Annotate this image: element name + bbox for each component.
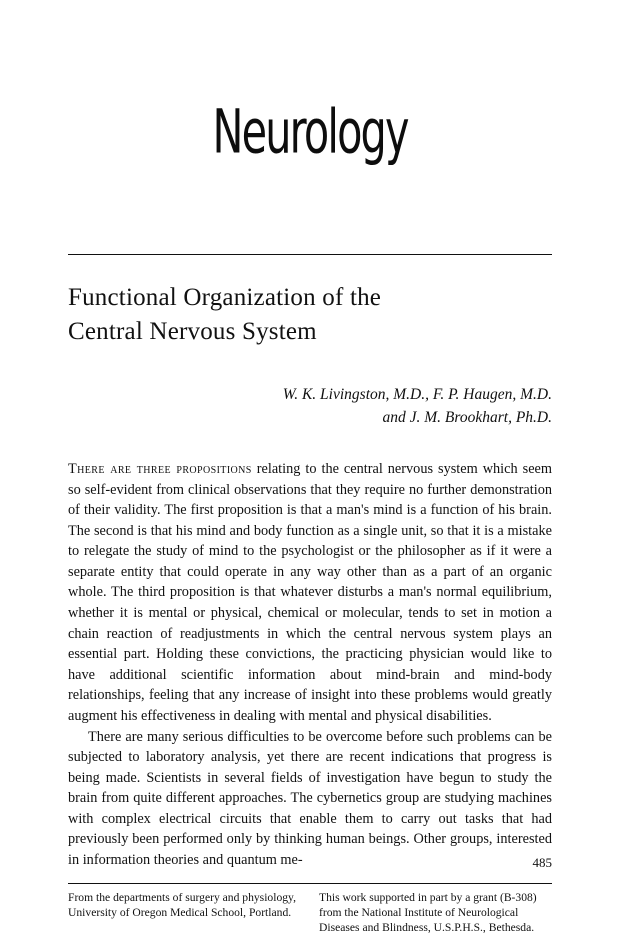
author-line-2: and J. M. Brookhart, Ph.D. <box>382 408 552 426</box>
paragraph-1-text: relating to the central nervous system which seem so self-evident from clinical observations that they require no further demonstration of their validity. The first proposition is that a man's mind is a function of his brain. The second is that his mind and body function as a single unit, so that it is a mistake to relegate the study of mind to the psychologist or the philosopher as if it were a separate entity that could operate in any way other than as a part of an organic whole. The third proposition is that whatever disturbs a man's normal equilibrium, whether it is mental or physical, chemical or molecular, tends to set in motion a chain reaction of readjustments in which the central nervous system plays an essential part. Holding these convictions, the practicing physician would like to have additional scientific information about mind-brain and mind-body relationships, feeling that any increase of insight into these problems would greatly augment his effectiveness in dealing with mental and physical disabilities. <box>68 461 553 724</box>
paragraph-2 <box>68 727 552 871</box>
author-line-1: W. K. Livingston, M.D., F. P. Haugen, M.D. <box>282 385 552 403</box>
author-byline <box>68 383 552 430</box>
journal-masthead <box>68 0 552 192</box>
footnote-affiliation: From the departments of surgery and physiology, University of Oregon Medical School, Portland. <box>68 890 296 919</box>
footnote-divider <box>68 883 552 884</box>
footnote-block <box>68 890 552 936</box>
paragraph-lead-in: There are three propositions <box>68 461 252 477</box>
journal-title: Neurology <box>212 96 408 168</box>
article-title-line-2: Central Nervous System <box>68 317 317 345</box>
page-title <box>68 281 552 349</box>
paragraph-2-text: There are many serious difficulties to be overcome before such problems can be subjected to laboratory analysis, yet there are recent indications that progress is being made. Scientists in several fields of investigation have begun to study the brain from quite different approaches. The cybernetics group are studying machines with complex electrical circuits that enable them to carry out tasks that had previously been performed only by thinking human beings. Other groups, interested in information theories and quantum me- <box>68 728 552 868</box>
masthead-divider <box>68 254 552 255</box>
page-number: 485 <box>532 855 552 870</box>
article-body <box>68 459 552 871</box>
paragraph-1 <box>68 459 552 727</box>
footnote-funding: This work supported in part by a grant (B-308) from the National Institute of Neurological Diseases and Blindness, U.S.P.H.S., Bethesda. <box>319 890 537 935</box>
article-title-line-1: Functional Organization of the <box>68 284 382 311</box>
